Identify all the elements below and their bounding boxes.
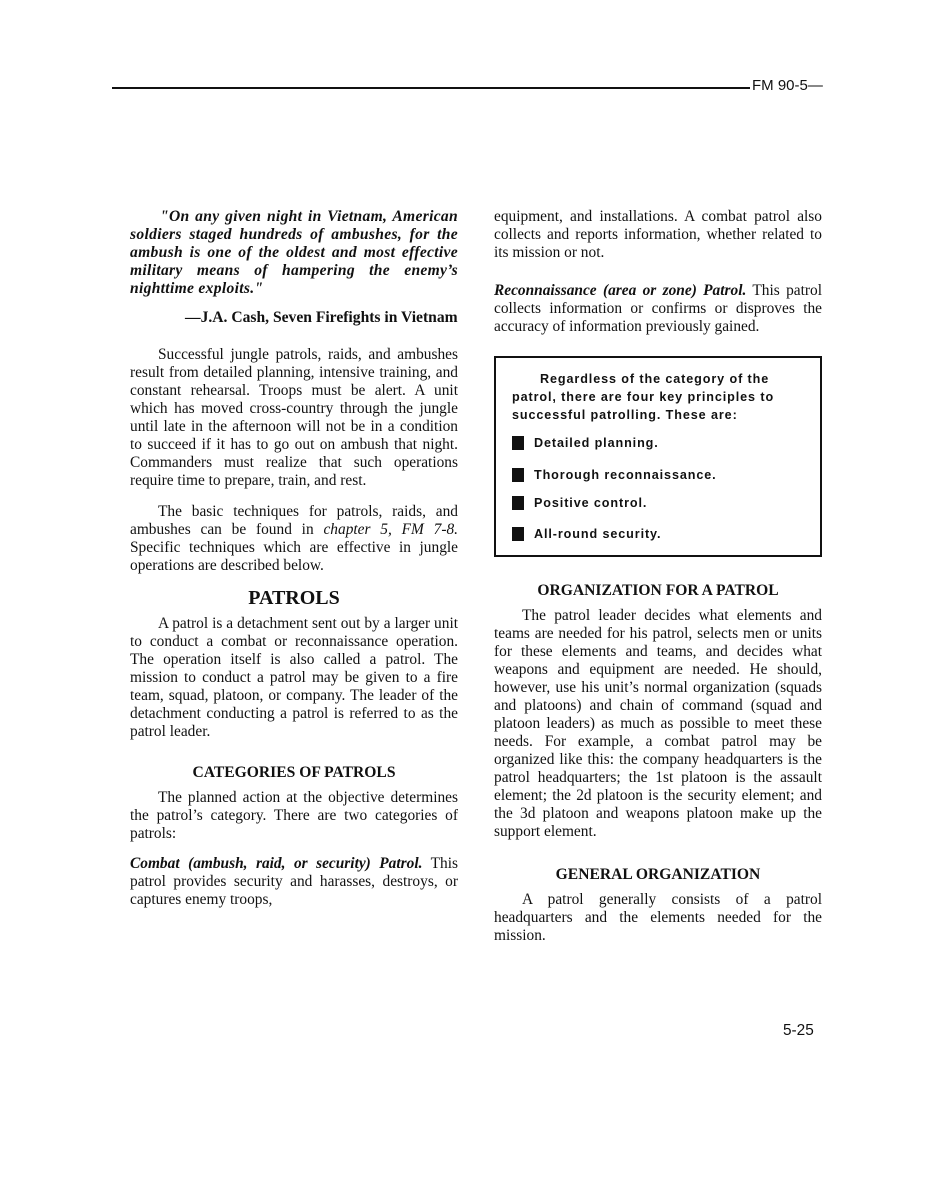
techniques-text-after: Specific techniques which are effective in jungle operations are described below. <box>130 539 458 574</box>
principle-item <box>512 434 806 452</box>
manual-id: FM 90-5— <box>752 77 823 94</box>
principle-text: All-round security. <box>534 527 662 541</box>
patrols-paragraph: A patrol is a detachment sent out by a larger unit to conduct a combat or reconnaissance operation. The operation itself is also called a patrol. The mission to conduct a patrol may be given to a fire team, squad, platoon, or company. The leader of the detachment conducting a patrol is referred to as the patrol leader. <box>130 615 458 740</box>
principle-text: Thorough reconnaissance. <box>534 468 717 482</box>
recon-patrol-text: This patrol collects information or confirms or disproves the accuracy of information previously gained. <box>494 282 822 335</box>
recon-patrol-paragraph <box>494 282 822 336</box>
combat-patrol-term: Combat (ambush, raid, or security) Patrol. <box>130 855 423 872</box>
combat-patrol-continued: equipment, and installations. A combat patrol also collects and reports information, whether related to its mission or not. <box>494 208 822 261</box>
techniques-paragraph <box>130 503 458 575</box>
left-column <box>130 208 458 909</box>
principle-item <box>512 494 806 512</box>
key-principles-intro: Regardless of the category of the patrol, there are four key principles to successful patrolling. These are: <box>512 372 775 422</box>
key-principles-list <box>512 434 806 543</box>
combat-patrol-text: This patrol provides security and harasses, destroys, or captures enemy troops, <box>130 855 459 908</box>
key-principles-box <box>494 356 822 557</box>
recon-patrol-term: Reconnaissance (area or zone) Patrol. <box>494 282 747 299</box>
organization-paragraph: The patrol leader decides what elements and teams are needed for his patrol, selects men or units for these elements and teams, and decides what weapons and equipment are needed. He should, however, use his unit’s normal organization (squads and platoons) and chain of command (squad and platoon leaders) as much as possible to meet these needs. For example, a combat patrol may be organized like this: the company headquarters is the patrol headquarters; the 1st platoon is the assault element; the 2d platoon is the security element; and the 3d platoon and weapons platoon make up the support element. <box>494 607 822 840</box>
page-number: 5-25 <box>783 1022 814 1039</box>
combat-patrol-paragraph <box>130 855 458 909</box>
general-organization-paragraph: A patrol generally consists of a patrol headquarters and the elements needed for the mission. <box>494 891 822 944</box>
square-bullet-icon <box>512 436 524 450</box>
categories-paragraph: The planned action at the objective determines the patrol’s category. There are two categories of patrols: <box>130 789 458 842</box>
epigraph-attribution: —J.A. Cash, Seven Firefights in Vietnam <box>185 309 458 326</box>
categories-heading: CATEGORIES OF PATROLS <box>192 764 396 781</box>
intro-paragraph: Successful jungle patrols, raids, and ambushes result from detailed planning, intensive training, and constant rehearsal. Troops must be alert. A unit which has moved cross-country through the jungle until late in the afternoon will not be in a condition to succeed if it has to go out on ambush that night. Commanders must realize that such operations require time to prepare, train, and rest. <box>130 346 458 489</box>
right-column <box>494 208 822 945</box>
organization-heading: ORGANIZATION FOR A PATROL <box>537 582 779 599</box>
principle-text: Detailed planning. <box>534 436 659 450</box>
patrols-heading: PATROLS <box>248 587 340 609</box>
techniques-text-before: The basic techniques for patrols, raids, and ambushes can be found in <box>130 503 458 538</box>
square-bullet-icon <box>512 527 524 541</box>
general-organization-heading: GENERAL ORGANIZATION <box>555 866 761 883</box>
square-bullet-icon <box>512 468 524 482</box>
square-bullet-icon <box>512 496 524 510</box>
principle-item <box>512 466 806 484</box>
principle-text: Positive control. <box>534 496 648 510</box>
header-rule <box>112 87 750 89</box>
principle-item <box>512 525 806 543</box>
epigraph-quote: "On any given night in Vietnam, American soldiers staged hundreds of ambushes, for the ambush is one of the oldest and most effective military means of hampering the enemy’s nighttime exploits." <box>130 208 458 297</box>
chapter-reference: chapter 5, FM 7-8. <box>323 521 459 538</box>
